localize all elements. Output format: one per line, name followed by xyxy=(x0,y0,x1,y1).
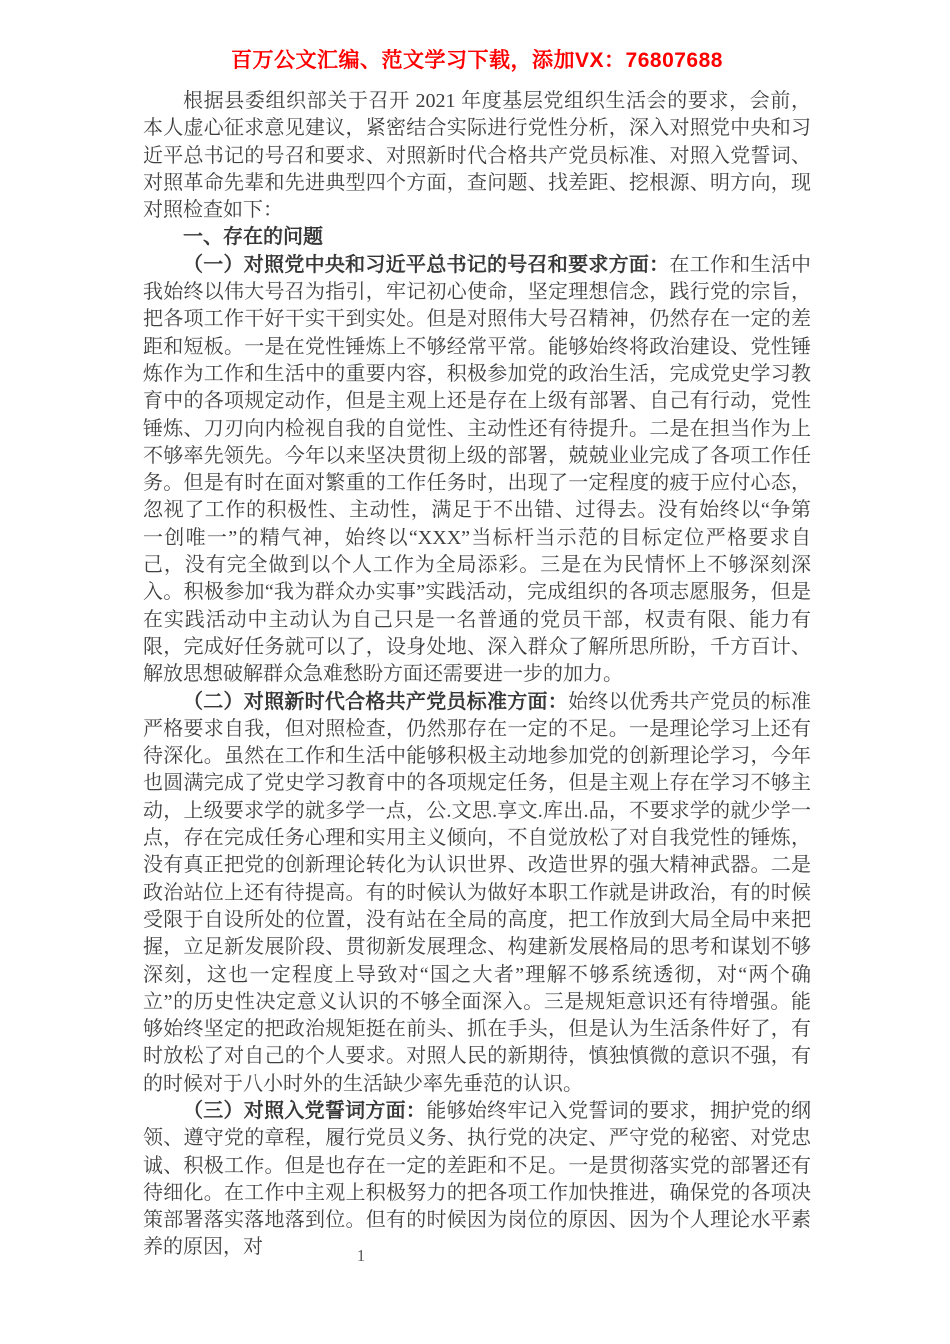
paragraph-aspect-3 xyxy=(143,1098,811,1262)
paragraph-aspect-3-text: 能够始终牢记入党誓词的要求，拥护党的纲领、遵守党的章程，履行党员义务、执行党的决定、严守党的秘密、对党忠诚、积极工作。但是也存在一定的差距和不足。一是贯彻落实党的部署还有待细化。在工作中主观上积极努力的把各项工作加快推进，确保党的各项决策部署落实落地落到位。但有的时候因为岗位的原因、因为个人理论水平素养的原因，对 xyxy=(143,1099,812,1259)
paragraph-aspect-2-text: 始终以优秀共产党员的标准严格要求自我，但对照检查，仍然那存在一定的不足。一是理论学习上还有待深化。虽然在工作和生活中能够积极主动地参加党的创新理论学习，今年也圆满完成了党史学习教育中的各项规定任务，但是主观上存在学习不够主动，上级要求学的就多学一点，公.文思.享文.库出.品，不要求学的就少学一点，存在完成任务心理和实用主义倾向，不自觉放松了对自我党性的锤炼，没有真正把党的创新理论转化为认识世界、改造世界的强大精神武器。二是政治站位上还有待提高。有的时候认为做好本职工作就是讲政治，有的时候受限于自设所处的位置，没有站在全局的高度，把工作放到大局全局中来把握，立足新发展阶段、贯彻新发展理念、构建新发展格局的思考和谋划不够深刻，这也一定程度上导致对“国之大者”理解不够系统透彻，对“两个确立”的历史性决定意义认识的不够全面深入。三是规矩意识还有待增强。能够始终坚定的把政治规矩挺在前头、抓在手头，但是认为生活条件好了，有时放松了对自己的个人要求。对照人民的新期待，慎独慎微的意识不强，有的时候对于八小时外的生活缺少率先垂范的认识。 xyxy=(143,690,812,1095)
body-text xyxy=(143,88,811,1262)
paragraph-aspect-2-lead: （二）对照新时代合格共产党员标准方面： xyxy=(183,690,569,713)
page-number: 1 xyxy=(356,1246,366,1265)
paragraph-aspect-2 xyxy=(143,689,811,1098)
paragraph-aspect-3-lead: （三）对照入党誓词方面： xyxy=(183,1099,427,1122)
header-ad-notice: 百万公文汇编、范文学习下载，添加VX：76807688 xyxy=(231,49,723,72)
paragraph-intro xyxy=(143,88,811,224)
paragraph-aspect-1 xyxy=(143,252,811,689)
paragraph-aspect-1-lead: （一）对照党中央和习近平总书记的号召和要求方面： xyxy=(183,253,670,276)
section-heading-problems xyxy=(143,224,811,251)
paragraph-intro-text: 根据县委组织部关于召开 2021 年度基层党组织生活会的要求，会前，本人虚心征求意见建议，紧密结合实际进行党性分析，深入对照党中央和习近平总书记的号召和要求、对照新时代合格共产党员标准、对照入党誓词、对照革命先辈和先进典型四个方面，查问题、找差距、挖根源、明方向，现对照检查如下： xyxy=(143,90,811,222)
section-heading-problems-label: 一、存在的问题 xyxy=(183,226,323,249)
paragraph-aspect-1-text: 在工作和生活中我始终以伟大号召为指引，牢记初心使命，坚定理想信念，践行党的宗旨，把各项工作干好干实干到实处。但是对照伟大号召精神，仍然存在一定的差距和短板。一是在党性锤炼上不够经常平常。能够始终将政治建设、党性锤炼作为工作和生活中的重要内容，积极参加党的政治生活，完成党史学习教育中的各项规定动作，但是主观上还是存在上级有部署、自己有行动，党性锤炼、刀刃向内检视自我的自觉性、主动性还有待提升。二是在担当作为上不够率先领先。今年以来坚决贯彻上级的部署，兢兢业业完成了各项工作任务。但是有时在面对繁重的工作任务时，出现了一定程度的疲于应付心态，忽视了工作的积极性、主动性，满足于不出错、过得去。没有始终以“争第一创唯一”的精气神，始终以“XXX”当标杆当示范的目标定位严格要求自己，没有完全做到以个人工作为全局添彩。三是在为民情怀上不够深刻深入。积极参加“我为群众办实事”实践活动，完成组织的各项志愿服务，但是在实践活动中主动认为自己只是一名普通的党员干部，权责有限、能力有限，完成好任务就可以了，设身处地、深入群众了解所思所盼，千方百计、解放思想破解群众急难愁盼方面还需要进一步的加力。 xyxy=(143,253,812,686)
